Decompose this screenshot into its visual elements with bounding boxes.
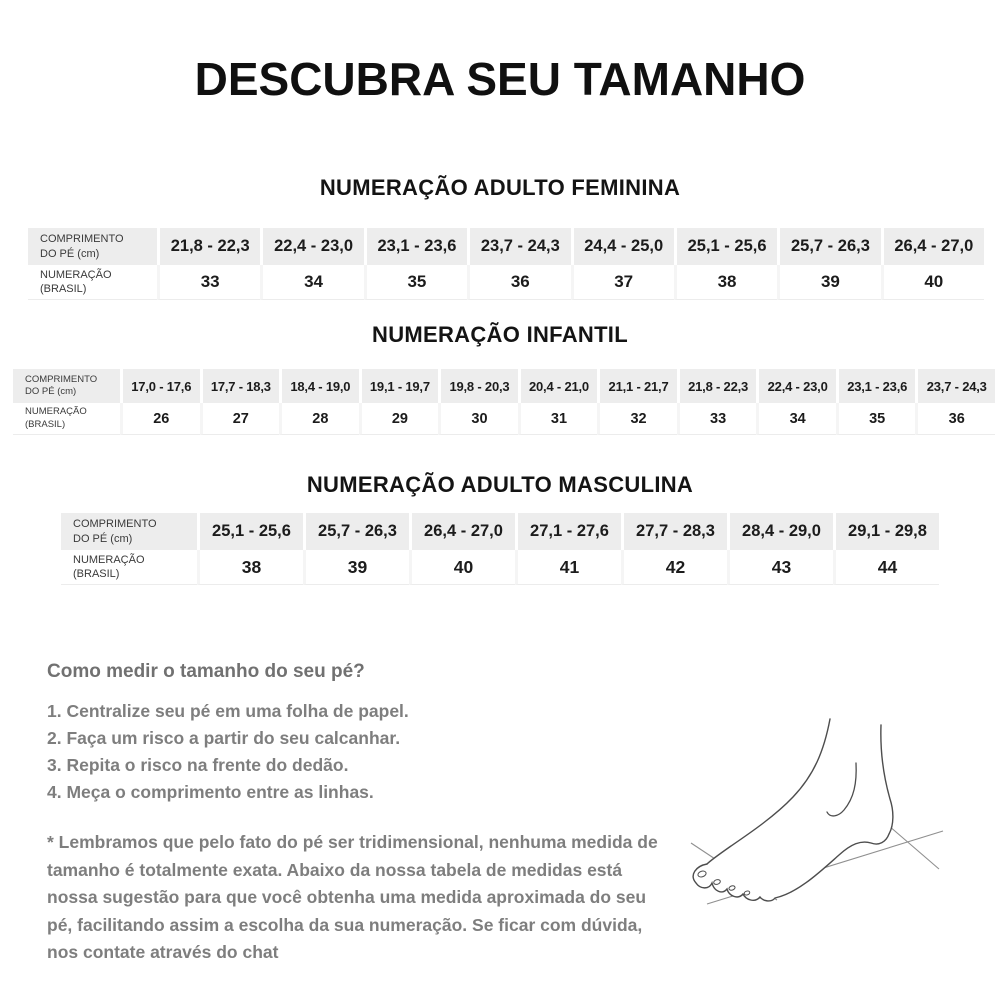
foot-measurement-illustration — [683, 703, 1000, 945]
shoe-size: 36 — [915, 403, 995, 435]
foot-length-range: 22,4 - 23,0 — [756, 369, 836, 403]
shoe-size: 35 — [836, 403, 916, 435]
shoe-size: 36 — [467, 265, 570, 300]
shoe-size: 38 — [197, 550, 303, 585]
howto-step: 4. Meça o comprimento entre as linhas. — [47, 782, 374, 802]
measurement-disclaimer-note: * Lembramos que pelo fato do pé ser tridimensional, nenhuma medida de tamanho é totalmente exata. Abaixo da nossa tabela de medidas está nossa sugestão para que você obtenha uma medida aproximada do seu pé, facilitando assim a escolha da sua numeração. Se ficar com dúvida, nos contate através do chat — [47, 832, 658, 962]
row-label-shoe-size: NUMERAÇÃO (BRASIL) — [28, 265, 157, 300]
foot-length-range: 18,4 - 19,0 — [279, 369, 359, 403]
shoe-size: 26 — [120, 403, 200, 435]
row-label-foot-length: COMPRIMENTO DO PÉ (cm) — [61, 513, 197, 550]
shoe-size: 35 — [364, 265, 467, 300]
shoe-size: 40 — [409, 550, 515, 585]
shoe-size: 29 — [359, 403, 439, 435]
foot-length-range: 21,8 - 22,3 — [677, 369, 757, 403]
shoe-size: 39 — [303, 550, 409, 585]
foot-length-range: 21,1 - 21,7 — [597, 369, 677, 403]
foot-length-range: 29,1 - 29,8 — [833, 513, 939, 550]
howto-step: 3. Repita o risco na frente do dedão. — [47, 755, 349, 775]
foot-length-range: 24,4 - 25,0 — [571, 228, 674, 265]
size-table-adult-male — [61, 513, 939, 585]
shoe-size: 38 — [674, 265, 777, 300]
howto-step: 2. Faça um risco a partir do seu calcanhar. — [47, 728, 401, 748]
foot-length-range: 25,7 - 26,3 — [303, 513, 409, 550]
foot-length-range: 21,8 - 22,3 — [157, 228, 260, 265]
shoe-size: 31 — [518, 403, 598, 435]
size-table-kids — [13, 369, 995, 435]
shoe-size: 41 — [515, 550, 621, 585]
foot-length-range: 23,1 - 23,6 — [836, 369, 916, 403]
row-label-shoe-size: NUMERAÇÃO (BRASIL) — [61, 550, 197, 585]
shoe-size: 43 — [727, 550, 833, 585]
row-label-foot-length: COMPRIMENTO DO PÉ (cm) — [28, 228, 157, 265]
shoe-size: 28 — [279, 403, 359, 435]
section-heading-kids: NUMERAÇÃO INFANTIL — [372, 322, 628, 347]
foot-length-range: 26,4 - 27,0 — [881, 228, 984, 265]
shoe-size: 34 — [756, 403, 836, 435]
foot-length-range: 23,7 - 24,3 — [467, 228, 570, 265]
foot-length-range: 23,7 - 24,3 — [915, 369, 995, 403]
shoe-size: 37 — [571, 265, 674, 300]
size-table-adult-female — [28, 228, 984, 300]
foot-length-range: 19,8 - 20,3 — [438, 369, 518, 403]
shoe-size: 39 — [777, 265, 880, 300]
foot-length-range: 25,1 - 25,6 — [197, 513, 303, 550]
shoe-size: 33 — [677, 403, 757, 435]
foot-length-range: 25,1 - 25,6 — [674, 228, 777, 265]
foot-length-range: 25,7 - 26,3 — [777, 228, 880, 265]
section-heading-adult-female: NUMERAÇÃO ADULTO FEMININA — [319, 175, 681, 200]
foot-length-range: 27,1 - 27,6 — [515, 513, 621, 550]
section-heading-adult-male: NUMERAÇÃO ADULTO MASCULINA — [306, 472, 694, 497]
shoe-size: 40 — [881, 265, 984, 300]
shoe-size: 42 — [621, 550, 727, 585]
how-to-measure-section — [47, 661, 1000, 967]
foot-length-range: 22,4 - 23,0 — [260, 228, 363, 265]
shoe-size: 33 — [157, 265, 260, 300]
foot-length-range: 26,4 - 27,0 — [409, 513, 515, 550]
page-title: DESCUBRA SEU TAMANHO — [194, 53, 806, 105]
shoe-size: 27 — [200, 403, 280, 435]
foot-length-range: 27,7 - 28,3 — [621, 513, 727, 550]
foot-length-range: 17,7 - 18,3 — [200, 369, 280, 403]
foot-length-range: 23,1 - 23,6 — [364, 228, 467, 265]
row-label-foot-length: COMPRIMENTO DO PÉ (cm) — [13, 369, 120, 403]
shoe-size: 34 — [260, 265, 363, 300]
shoe-size: 44 — [833, 550, 939, 585]
foot-length-range: 19,1 - 19,7 — [359, 369, 439, 403]
foot-length-range: 17,0 - 17,6 — [120, 369, 200, 403]
howto-step: 1. Centralize seu pé em uma folha de papel. — [47, 701, 409, 721]
shoe-size: 32 — [597, 403, 677, 435]
row-label-shoe-size: NUMERAÇÃO (BRASIL) — [13, 403, 120, 435]
foot-line-drawing-icon — [683, 703, 1000, 945]
howto-heading: Como medir o tamanho do seu pé? — [47, 661, 365, 682]
shoe-size: 30 — [438, 403, 518, 435]
foot-length-range: 20,4 - 21,0 — [518, 369, 598, 403]
foot-length-range: 28,4 - 29,0 — [727, 513, 833, 550]
